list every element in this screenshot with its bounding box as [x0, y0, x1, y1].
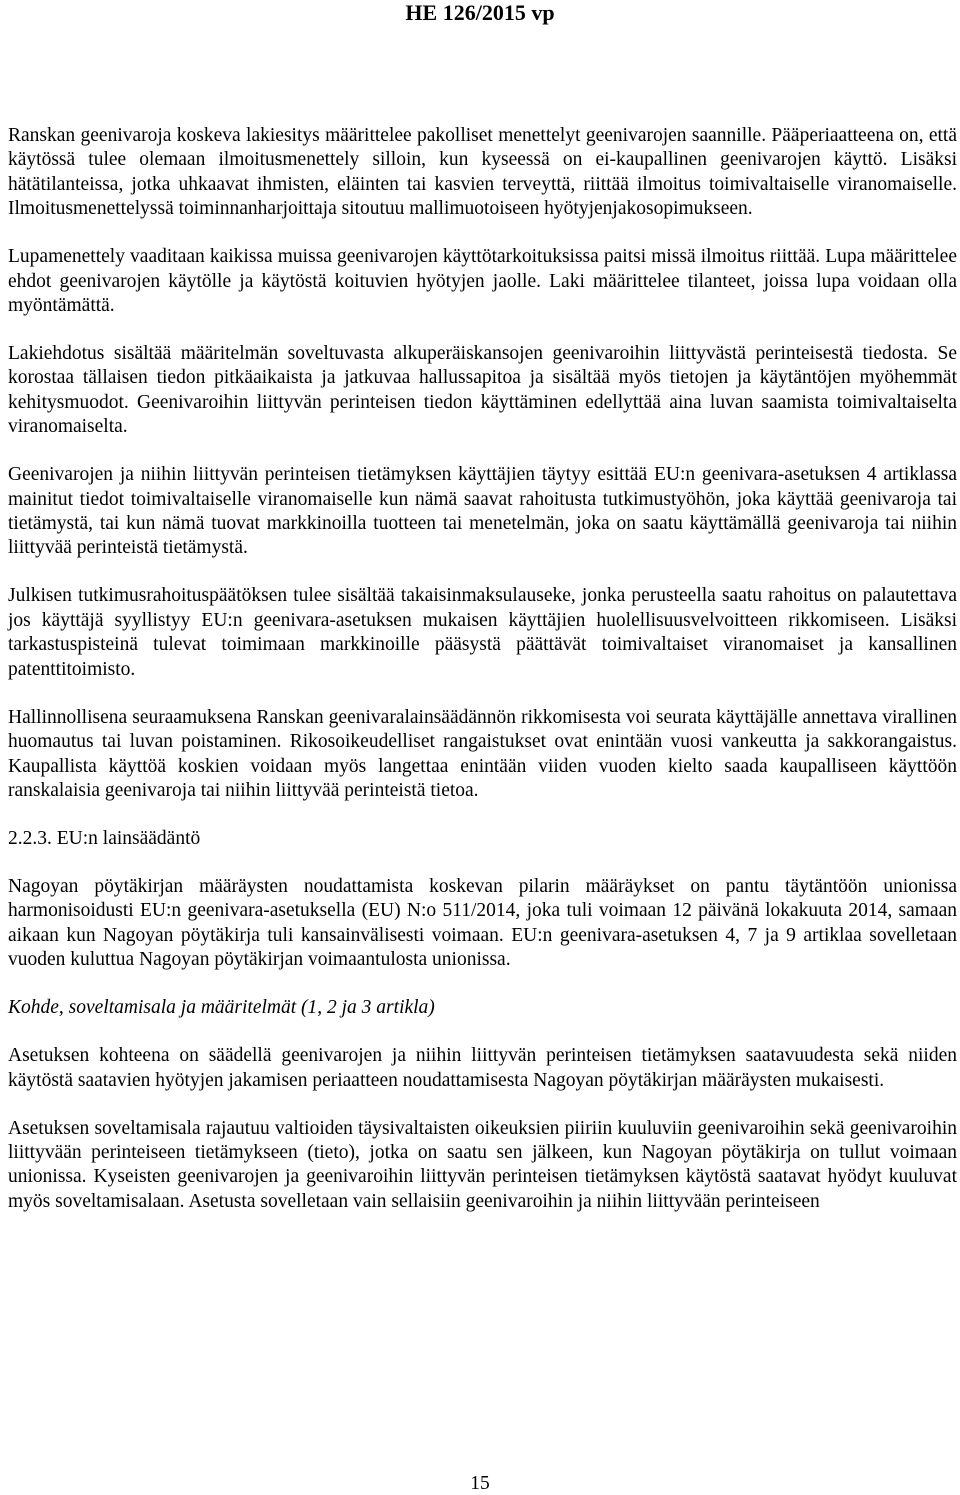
subsection-heading: Kohde, soveltamisala ja määritelmät (1, 2 ja 3 artikla) [8, 997, 435, 1019]
paragraph-france-legislation: Ranskan geenivaroja koskeva lakiesitys määrittelee pakolliset menettelyt geenivarojen saannille. Pääperiaatteena on, että käytössä tulee olemaan ilmoitusmenettely silloin, kun kyseessä on ei-kaupallinen geenivarojen käyttö. Lisäksi hätätilanteissa, jotka uhkaavat ihmisten, eläinten tai kasvien terveyttä, riittää ilmoitus toimivaltaiselle viranomaiselle. Ilmoitusmenettelyssä toiminnanharjoittaja sitoutuu mallimuotoiseen hyötyjenjakosopimukseen. [8, 125, 957, 220]
paragraph-regulation-subject: Asetuksen kohteena on säädellä geenivarojen ja niihin liittyvän perinteisen tietämyksen saatavuudesta sekä niiden käytöstä saatavien hyötyjen jakamisen periaatteen noudattamisesta Nagoyan pöytäkirjan määräysten mukaisesti. [8, 1045, 957, 1091]
document-body [8, 124, 957, 1214]
page-number: 15 [470, 1473, 490, 1494]
paragraph-eu-regulation: Nagoyan pöytäkirjan määräysten noudattamista koskevan pilarin määräykset on pantu täytäntöön unionissa harmonisoidusti EU:n geenivara-asetuksella (EU) N:o 511/2014, joka tuli voimaan 12 päivänä lokakuuta 2014, samaan aikaan kun Nagoyan pöytäkirja tuli kansainvälisesti voimaan. EU:n geenivara-asetuksen 4, 7 ja 9 artiklaa sovelletaan vuoden kuluttua Nagoyan pöytäkirjan voimaantulosta unionissa. [8, 875, 957, 971]
document-header: HE 126/2015 vp [405, 0, 555, 25]
paragraph-sanctions: Hallinnollisena seuraamuksena Ranskan geenivaralainsäädännön rikkomisesta voi seurata käyttäjälle annettava virallinen huomautus tai luvan poistaminen. Rikosoikeudelliset rangaistukset ovat enintään vuosi vankeutta ja sakkorangaistus. Kaupallista käyttöä koskien voidaan myös langettaa enintään viiden vuoden kielto saada kaupalliseen käyttöön ranskalaisia geenivaroja tai niihin liittyvää perinteistä tietoa. [8, 706, 957, 801]
paragraph-user-declarations: Geenivarojen ja niihin liittyvän perinteisen tietämyksen käyttäjien täytyy esittää EU:n geenivara-asetuksen 4 artiklassa mainitut tiedot toimivaltaiselle viranomaiselle kun nämä saavat rahoitusta tutkimustyöhön, joka käyttää geenivaroja tai tietämystä, tai kun nämä tuovat markkinoilla tuotteen tai menetelmän, joka on saatu käyttämällä geenivaroja tai niihin liittyvää perinteistä tietämystä. [8, 464, 957, 559]
paragraph-permit-procedure: Lupamenettely vaaditaan kaikissa muissa geenivarojen käyttötarkoituksissa paitsi missä ilmoitus riittää. Lupa määrittelee ehdot geenivarojen käytölle ja käytöstä koituvien hyötyjen jaolle. Laki määrittelee tilanteet, joissa lupa voidaan olla myöntämättä. [8, 246, 957, 317]
paragraph-regulation-scope: Asetuksen soveltamisala rajautuu valtioiden täysivaltaisten oikeuksien piiriin kuuluviin geenivaroihin sekä geenivaroihin liittyvään perinteiseen tietämykseen (tieto), jotka on saatu sen jälkeen, kun Nagoyan pöytäkirja on tullut voimaan unionissa. Kyseisten geenivarojen ja geenivaroihin liittyvän perinteisen tietämyksen käytöstä saatavat hyödyt kuuluvat myös soveltamisalaan. Asetusta sovelletaan vain sellaisiin geenivaroihin ja niihin liittyvään perinteiseen [8, 1117, 957, 1212]
paragraph-traditional-knowledge: Lakiehdotus sisältää määritelmän soveltuvasta alkuperäiskansojen geenivaroihin liittyvästä perinteisestä tiedosta. Se korostaa tällaisen tiedon pitkäaikaista ja jatkuvaa hallussapitoa ja sisältää myös tietojen ja käytäntöjen myöhemmät kehitysmuodot. Geenivaroihin liittyvän perinteisen tiedon käyttäminen edellyttää aina luvan saamista toimivaltaiselta viranomaiselta. [8, 343, 957, 438]
paragraph-research-funding: Julkisen tutkimusrahoituspäätöksen tulee sisältää takaisinmaksulauseke, jonka perusteella saatu rahoitus on palautettava jos käyttäjä syyllistyy EU:n geenivara-asetuksen mukaisen käyttäjien huolellisuusvelvoitteen rikkomiseen. Lisäksi tarkastuspisteinä tulevat toimimaan markkinoille pääsystä päättävät toimivaltaiset viranomaiset ja kansallinen patenttitoimisto. [8, 585, 957, 680]
section-heading: 2.2.3. EU:n lainsäädäntö [8, 827, 201, 849]
